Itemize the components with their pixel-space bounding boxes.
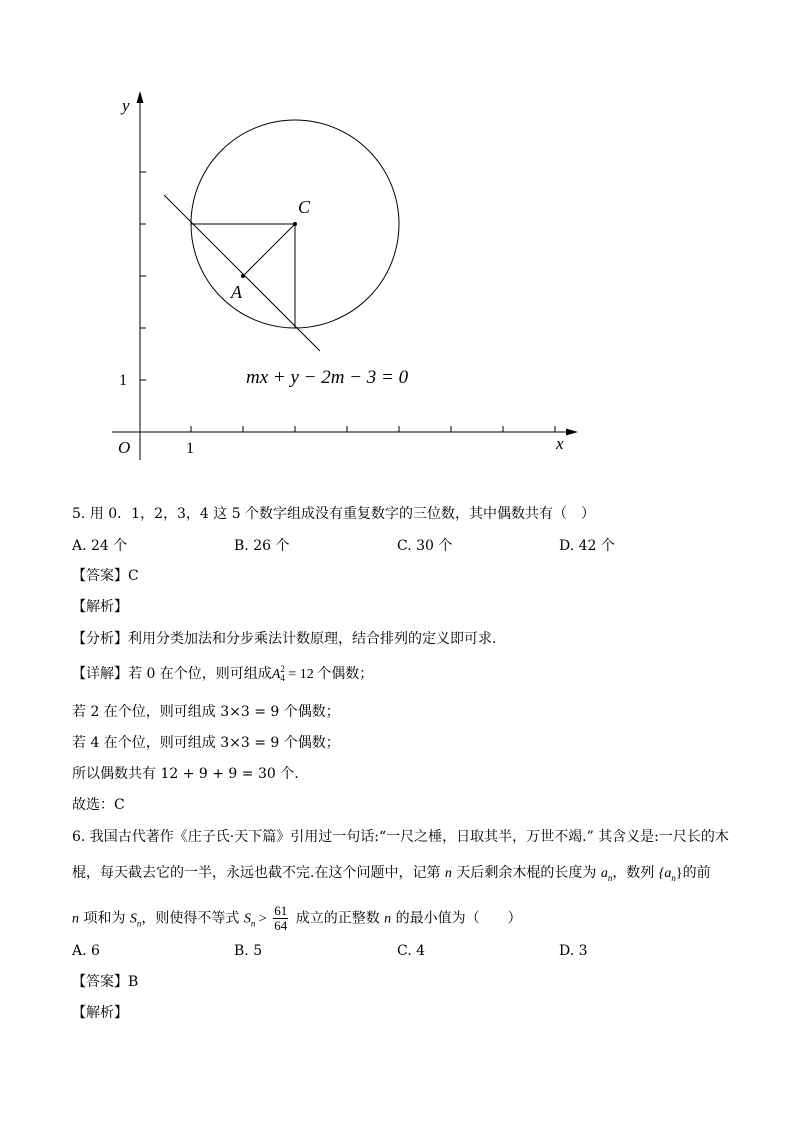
var-s: S: [129, 911, 137, 927]
point-c: [293, 222, 297, 226]
var-n: n: [444, 866, 452, 881]
detail-tag: 【详解】: [72, 666, 128, 682]
var-n3: n: [384, 911, 392, 927]
q5-detail: [72, 665, 373, 684]
q6-line3-mid2: ，则使得不等式: [141, 910, 240, 927]
perm-sub: 4: [280, 673, 285, 683]
q5-fenxi: [72, 630, 496, 648]
q6-answer: [72, 973, 138, 991]
q6-analysis-tag: 【解析】: [72, 1005, 128, 1021]
q5-option-b: B. 26 个: [234, 538, 290, 554]
q6-line2-mid2: ，数列: [612, 865, 655, 881]
var-s-sub: n: [136, 918, 142, 929]
x-ticks: [191, 426, 555, 432]
q6-line2: [72, 864, 711, 887]
q5-answer: [72, 567, 139, 585]
point-a: [241, 274, 245, 278]
circle-line-figure: [100, 85, 580, 465]
perm-sup: 2: [280, 664, 285, 674]
slant-line: [164, 195, 320, 351]
var-an: a: [600, 866, 608, 881]
q5-analysis-tag: 【解析】: [72, 599, 128, 615]
q6-option-b: B. 5: [234, 943, 263, 959]
point-c-label: C: [298, 197, 311, 217]
q5-line4: 所以偶数共有 12 + 9 + 9 = 30 个.: [72, 766, 299, 782]
q6-line2-pre: 棍，每天截去它的一半，永远也截不完.在这个问题中，记第: [72, 865, 441, 881]
q6-option-c: C. 4: [397, 943, 426, 959]
q5-choice: 故选：C: [72, 797, 125, 813]
q6-answer-value: B: [128, 974, 139, 990]
q5-option-a: A. 24 个: [72, 538, 128, 554]
var-an-sub: n: [607, 872, 613, 883]
frac-den: 64: [274, 918, 288, 933]
answer-tag: 【答案】: [72, 568, 128, 584]
q6-line2-mid: 天后剩余木棍的长度为: [456, 865, 597, 881]
var-s2-sub: n: [250, 918, 256, 929]
q5-option-d: D. 42 个: [559, 538, 615, 554]
q5-line3: 若 4 在个位，则可组成 3×3 = 9 个偶数；: [72, 735, 340, 751]
detail-pre: 若 0 在个位，则可组成: [128, 666, 272, 682]
q6-line1: 6. 我国古代著作《庄子氏·天下篇》引用过一句话:“一尺之棰，日取其半，万世不竭.” 其含义是:一尺长的木: [72, 829, 729, 845]
fenxi-tag: 【分析】: [72, 631, 128, 647]
origin-label: O: [118, 438, 131, 457]
gt-symbol: >: [255, 911, 271, 927]
segment-ca: [243, 224, 295, 276]
q6-line3: [72, 904, 522, 933]
seq-open: {a: [658, 866, 672, 881]
line-equation: mx + y − 2m − 3 = 0: [246, 367, 409, 388]
q6-line3-post: 的最小值为（ ）: [391, 910, 522, 927]
var-s2: S: [243, 911, 251, 927]
y-ticks: [140, 172, 146, 380]
y-axis-arrow: [137, 91, 144, 103]
answer-value: C: [128, 568, 139, 584]
y-axis-label: y: [122, 96, 130, 115]
q6-option-d: D. 3: [559, 943, 588, 959]
q6-line3-mid3: 成立的正整数: [291, 910, 385, 927]
q6-line3-mid: 项和为: [79, 910, 126, 927]
perm-symbol: A: [271, 667, 281, 682]
frac-num: 61: [274, 903, 288, 918]
seq-sub: n: [671, 872, 676, 883]
x-axis-arrow: [566, 429, 578, 436]
fenxi-text: 利用分类加法和分步乘法计数原理，结合排列的定义即可求.: [128, 631, 497, 647]
q6-option-a: A. 6: [72, 943, 100, 959]
x-tick-label: 1: [186, 440, 194, 457]
point-a-label: A: [231, 282, 242, 302]
y-tick-label: 1: [119, 372, 127, 389]
var-n2: n: [72, 911, 79, 927]
x-axis-label: x: [556, 434, 564, 453]
q5-stem: 5. 用 0．1，2，3，4 这 5 个数字组成没有重复数字的三位数，其中偶数共有（ ）: [72, 506, 596, 522]
q5-option-c: C. 30 个: [397, 538, 453, 554]
fraction: [273, 904, 288, 933]
q6-line2-post: 的前: [682, 865, 711, 881]
q6-answer-tag: 【答案】: [72, 974, 128, 990]
detail-post: = 12 个偶数；: [284, 667, 374, 682]
q5-line2: 若 2 在个位，则可组成 3×3 = 9 个偶数；: [72, 704, 340, 720]
seq-close: }: [675, 866, 683, 881]
